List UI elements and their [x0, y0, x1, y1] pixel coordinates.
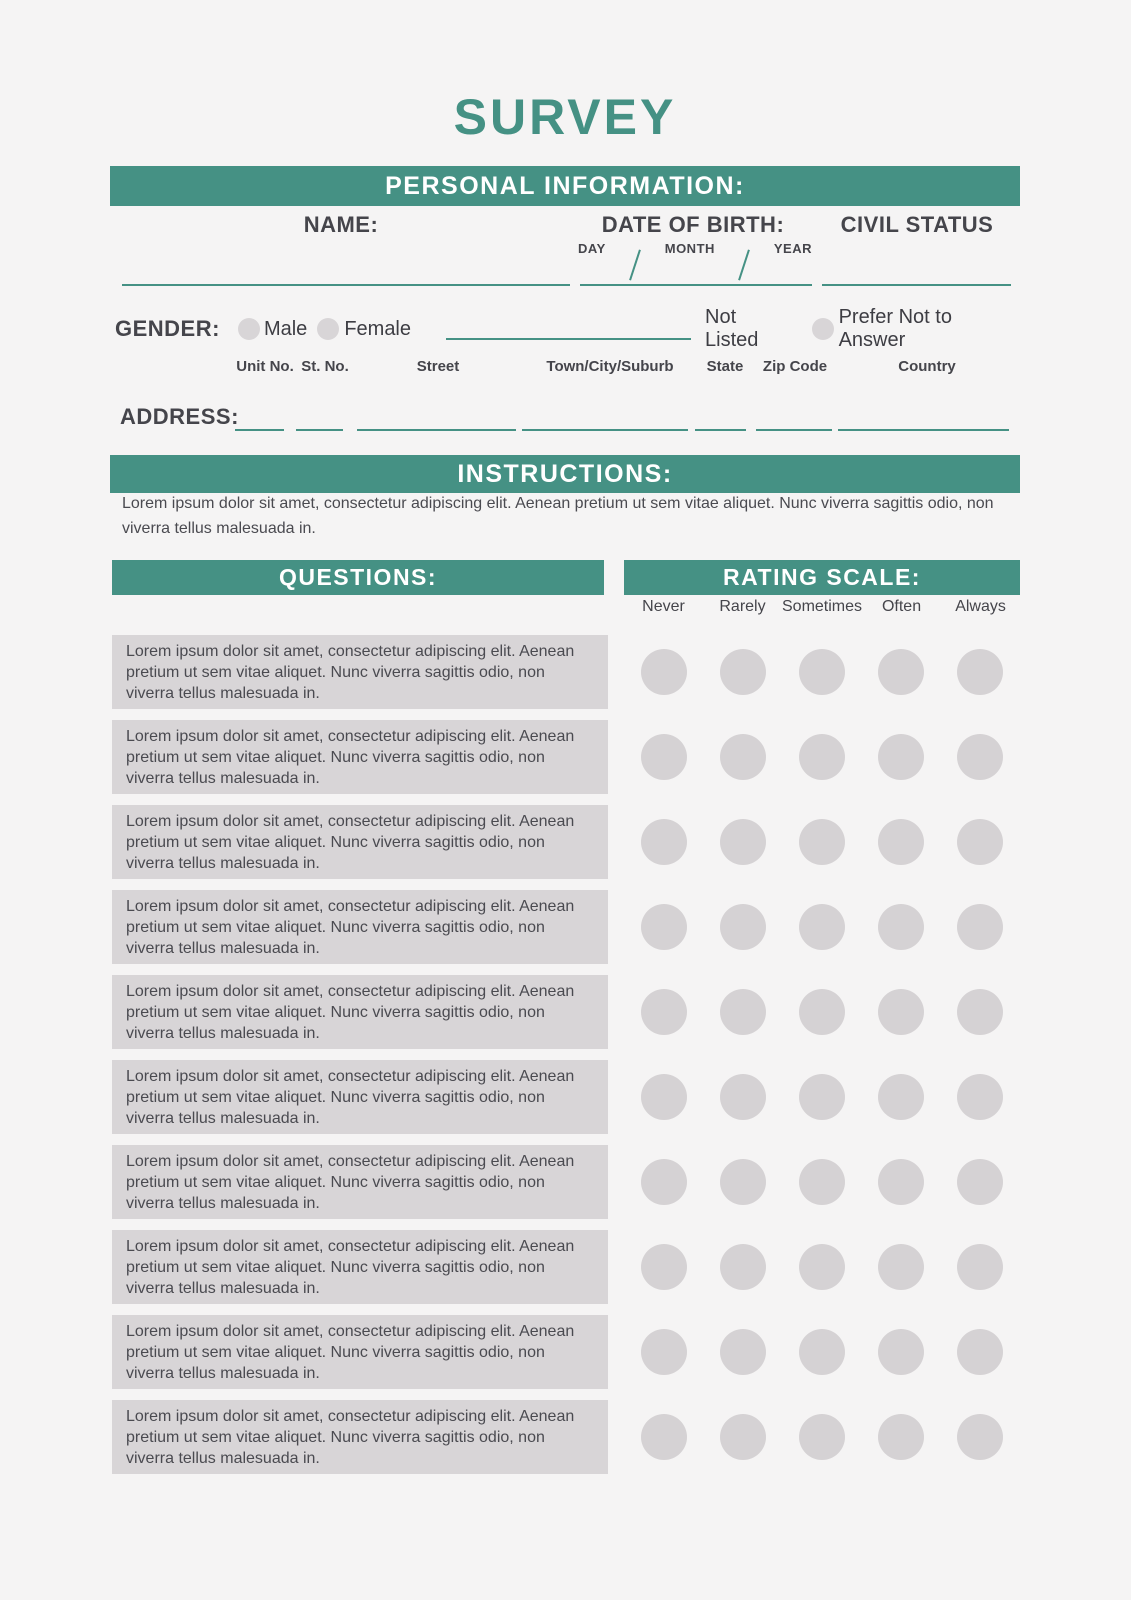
rating-cell: [782, 1315, 861, 1389]
personal-information-header: PERSONAL INFORMATION:: [110, 166, 1020, 206]
rating-circle-never[interactable]: [641, 1074, 687, 1120]
scale-label-always: Always: [955, 598, 1006, 615]
rating-cell: [941, 720, 1020, 794]
address-label: ADDRESS:: [120, 404, 239, 429]
rating-cell: [862, 890, 941, 964]
rating-cell: [703, 805, 782, 879]
question-box: [112, 805, 608, 879]
rating-options: [624, 1315, 1020, 1389]
rating-circle-never[interactable]: [641, 649, 687, 695]
question-box: [112, 635, 608, 709]
address-unit-no-line[interactable]: [235, 421, 284, 431]
question-box: [112, 975, 608, 1049]
rating-circle-never[interactable]: [641, 904, 687, 950]
rating-cell: [624, 720, 703, 794]
rating-circle-sometimes[interactable]: [799, 649, 845, 695]
question-row: [112, 890, 1020, 964]
question-row: [112, 720, 1020, 794]
rating-cell: [703, 1230, 782, 1304]
rating-circle-rarely[interactable]: [720, 1329, 766, 1375]
rating-options: [624, 1400, 1020, 1474]
rating-cell: [862, 1060, 941, 1134]
rating-cell: [941, 975, 1020, 1049]
rating-cell: [624, 1230, 703, 1304]
rating-circle-rarely[interactable]: [720, 989, 766, 1035]
scale-label-often: Often: [881, 598, 922, 615]
rating-circle-often[interactable]: [878, 1414, 924, 1460]
rating-circle-sometimes[interactable]: [799, 1074, 845, 1120]
scale-label-rarely: Rarely: [719, 598, 766, 615]
rating-cell: [703, 720, 782, 794]
rating-cell: [624, 890, 703, 964]
rating-cell: [703, 635, 782, 709]
rating-options: [624, 635, 1020, 709]
rating-options: [624, 720, 1020, 794]
page-title: SURVEY: [453, 89, 677, 145]
rating-scale-labels: [624, 598, 1020, 616]
rating-cell: [624, 1400, 703, 1474]
rating-cell: [862, 720, 941, 794]
gender-not-listed-option: Not Listed: [705, 306, 759, 351]
civil-status-input-line[interactable]: [822, 276, 1011, 286]
scale-label-never: Never: [642, 598, 685, 615]
question-text: Lorem ipsum dolor sit amet, consectetur adipiscing elit. Aenean pretium ut sem vitae aliquet. Nunc viverra sagittis odio, non viverra tellus malesuada in.: [126, 897, 575, 957]
rating-circle-never[interactable]: [641, 1414, 687, 1460]
question-row: [112, 1060, 1020, 1134]
rating-cell: [624, 805, 703, 879]
rating-cell: [624, 1145, 703, 1219]
rating-circle-rarely[interactable]: [720, 819, 766, 865]
rating-circle-often[interactable]: [878, 734, 924, 780]
rating-circle-never[interactable]: [641, 989, 687, 1035]
rating-circle-often[interactable]: [878, 904, 924, 950]
gender-female-radio[interactable]: [317, 318, 339, 340]
name-label: NAME:: [303, 212, 379, 237]
question-text: Lorem ipsum dolor sit amet, consectetur adipiscing elit. Aenean pretium ut sem vitae aliquet. Nunc viverra sagittis odio, non viverra tellus malesuada in.: [126, 1152, 575, 1212]
question-box: [112, 1315, 608, 1389]
rating-cell: [782, 1145, 861, 1219]
question-row: [112, 1145, 1020, 1219]
rating-cell: [941, 890, 1020, 964]
rating-circle-often[interactable]: [878, 1074, 924, 1120]
rating-circle-often[interactable]: [878, 819, 924, 865]
rating-cell: [862, 635, 941, 709]
rating-circle-rarely[interactable]: [720, 734, 766, 780]
address-street-line[interactable]: [357, 421, 516, 431]
civil-status-label: CIVIL STATUS: [840, 212, 994, 237]
rating-circle-always[interactable]: [957, 1414, 1003, 1460]
rating-circle-rarely[interactable]: [720, 1074, 766, 1120]
question-row: [112, 635, 1020, 709]
rating-cell: [941, 635, 1020, 709]
rating-cell: [624, 1060, 703, 1134]
question-box: [112, 1230, 608, 1304]
rating-cell: [941, 1315, 1020, 1389]
rating-cell: [941, 1060, 1020, 1134]
rating-circle-sometimes[interactable]: [799, 1159, 845, 1205]
rating-circle-often[interactable]: [878, 1159, 924, 1205]
rating-options: [624, 805, 1020, 879]
rating-cell: [703, 890, 782, 964]
rating-circle-never[interactable]: [641, 819, 687, 865]
address-field-label-town-city-suburb: Town/City/Suburb: [546, 358, 674, 375]
rating-circle-always[interactable]: [957, 1074, 1003, 1120]
gender-prefer-not-option: Prefer Not to Answer: [838, 306, 952, 351]
address-field-label-zip-code: Zip Code: [762, 358, 828, 375]
address-field-label-state: State: [706, 358, 744, 375]
rating-circle-sometimes[interactable]: [799, 904, 845, 950]
rating-circle-often[interactable]: [878, 989, 924, 1035]
rating-cell: [782, 635, 861, 709]
rating-cell: [862, 1400, 941, 1474]
gender-label: GENDER:: [115, 316, 220, 341]
question-text: Lorem ipsum dolor sit amet, consectetur adipiscing elit. Aenean pretium ut sem vitae aliquet. Nunc viverra sagittis odio, non viverra tellus malesuada in.: [126, 642, 575, 702]
question-box: [112, 720, 608, 794]
question-text: Lorem ipsum dolor sit amet, consectetur adipiscing elit. Aenean pretium ut sem vitae aliquet. Nunc viverra sagittis odio, non viverra tellus malesuada in.: [126, 1407, 575, 1467]
rating-circle-always[interactable]: [957, 1159, 1003, 1205]
rating-circle-never[interactable]: [641, 1244, 687, 1290]
question-text: Lorem ipsum dolor sit amet, consectetur adipiscing elit. Aenean pretium ut sem vitae aliquet. Nunc viverra sagittis odio, non viverra tellus malesuada in.: [126, 1067, 575, 1127]
rating-circle-sometimes[interactable]: [799, 989, 845, 1035]
rating-cell: [782, 1400, 861, 1474]
address-state-line[interactable]: [695, 421, 746, 431]
rating-circle-always[interactable]: [957, 1329, 1003, 1375]
rating-circle-sometimes[interactable]: [799, 1414, 845, 1460]
question-row: [112, 1230, 1020, 1304]
rating-cell: [782, 1060, 861, 1134]
rating-circle-rarely[interactable]: [720, 1159, 766, 1205]
rating-circle-sometimes[interactable]: [799, 1244, 845, 1290]
rating-cell: [941, 1145, 1020, 1219]
rating-circle-rarely[interactable]: [720, 1414, 766, 1460]
rating-cell: [624, 1315, 703, 1389]
gender-male-radio[interactable]: [238, 318, 260, 340]
dob-input-line[interactable]: [580, 276, 812, 286]
rating-cell: [782, 720, 861, 794]
rating-circle-always[interactable]: [957, 989, 1003, 1035]
dob-year-label: YEAR: [773, 241, 812, 256]
rating-circle-always[interactable]: [957, 904, 1003, 950]
question-text: Lorem ipsum dolor sit amet, consectetur adipiscing elit. Aenean pretium ut sem vitae aliquet. Nunc viverra sagittis odio, non viverra tellus malesuada in.: [126, 812, 575, 872]
question-row: [112, 805, 1020, 879]
question-text: Lorem ipsum dolor sit amet, consectetur adipiscing elit. Aenean pretium ut sem vitae aliquet. Nunc viverra sagittis odio, non viverra tellus malesuada in.: [126, 982, 575, 1042]
address-zip-code-line[interactable]: [756, 421, 832, 431]
gender-writein-line[interactable]: [446, 318, 691, 340]
rating-circle-always[interactable]: [957, 819, 1003, 865]
questions-header: QUESTIONS:: [112, 560, 604, 595]
instructions-header: INSTRUCTIONS:: [110, 455, 1020, 493]
question-text: Lorem ipsum dolor sit amet, consectetur adipiscing elit. Aenean pretium ut sem vitae aliquet. Nunc viverra sagittis odio, non viverra tellus malesuada in.: [126, 1322, 575, 1382]
gender-prefer-not-radio[interactable]: [812, 318, 834, 340]
gender-male-option: Male: [263, 317, 308, 340]
rating-circle-never[interactable]: [641, 1329, 687, 1375]
address-town-city-suburb-line[interactable]: [522, 421, 688, 431]
rating-options: [624, 1145, 1020, 1219]
rating-cell: [862, 975, 941, 1049]
rating-cell: [862, 1315, 941, 1389]
rating-cell: [624, 975, 703, 1049]
instructions-text: Lorem ipsum dolor sit amet, consectetur adipiscing elit. Aenean pretium ut sem vitae aliquet. Nunc viverra sagittis odio, non viverra tellus malesuada in.: [122, 495, 994, 537]
rating-circle-rarely[interactable]: [720, 649, 766, 695]
rating-cell: [703, 1400, 782, 1474]
address-field-label-street: Street: [416, 358, 460, 375]
rating-cell: [941, 1400, 1020, 1474]
rating-cell: [862, 805, 941, 879]
rating-cell: [624, 635, 703, 709]
question-rows: [112, 635, 1020, 1474]
question-box: [112, 890, 608, 964]
question-box: [112, 1060, 608, 1134]
rating-options: [624, 975, 1020, 1049]
address-st-no-line[interactable]: [296, 421, 343, 431]
rating-circle-often[interactable]: [878, 1244, 924, 1290]
rating-circle-always[interactable]: [957, 1244, 1003, 1290]
rating-cell: [862, 1145, 941, 1219]
gender-row: [115, 306, 1020, 351]
rating-cell: [782, 890, 861, 964]
rating-circle-rarely[interactable]: [720, 904, 766, 950]
rating-circle-always[interactable]: [957, 734, 1003, 780]
name-input-line[interactable]: [122, 276, 570, 286]
address-field-label-country: Country: [898, 358, 956, 375]
address-country-line[interactable]: [838, 421, 1009, 431]
rating-options: [624, 1060, 1020, 1134]
rating-cell: [703, 1315, 782, 1389]
rating-circle-often[interactable]: [878, 1329, 924, 1375]
dob-day-label: DAY: [578, 241, 606, 256]
question-box: [112, 1145, 608, 1219]
rating-circle-never[interactable]: [641, 734, 687, 780]
rating-cell: [782, 805, 861, 879]
rating-cell: [782, 975, 861, 1049]
rating-cell: [862, 1230, 941, 1304]
rating-cell: [703, 975, 782, 1049]
rating-options: [624, 890, 1020, 964]
rating-circle-always[interactable]: [957, 649, 1003, 695]
rating-circle-sometimes[interactable]: [799, 819, 845, 865]
question-text: Lorem ipsum dolor sit amet, consectetur adipiscing elit. Aenean pretium ut sem vitae aliquet. Nunc viverra sagittis odio, non viverra tellus malesuada in.: [126, 727, 575, 787]
scale-label-sometimes: Sometimes: [782, 598, 863, 615]
rating-options: [624, 1230, 1020, 1304]
address-field-label-unit-no: Unit No.: [236, 358, 294, 375]
question-row: [112, 1315, 1020, 1389]
rating-circle-rarely[interactable]: [720, 1244, 766, 1290]
rating-cell: [941, 1230, 1020, 1304]
question-text: Lorem ipsum dolor sit amet, consectetur adipiscing elit. Aenean pretium ut sem vitae aliquet. Nunc viverra sagittis odio, non viverra tellus malesuada in.: [126, 1237, 575, 1297]
rating-cell: [941, 805, 1020, 879]
address-field-label-st-no: St. No.: [301, 358, 349, 375]
question-row: [112, 975, 1020, 1049]
rating-cell: [703, 1145, 782, 1219]
rating-circle-sometimes[interactable]: [799, 734, 845, 780]
rating-circle-sometimes[interactable]: [799, 1329, 845, 1375]
gender-female-option: Female: [344, 317, 412, 340]
dob-parts: [578, 241, 812, 281]
rating-cell: [703, 1060, 782, 1134]
rating-circle-never[interactable]: [641, 1159, 687, 1205]
question-row: [112, 1400, 1020, 1474]
rating-circle-often[interactable]: [878, 649, 924, 695]
dob-label: DATE OF BIRTH:: [601, 212, 785, 237]
question-box: [112, 1400, 608, 1474]
rating-cell: [782, 1230, 861, 1304]
rating-scale-header: RATING SCALE:: [624, 560, 1020, 595]
dob-month-label: MONTH: [664, 241, 715, 256]
